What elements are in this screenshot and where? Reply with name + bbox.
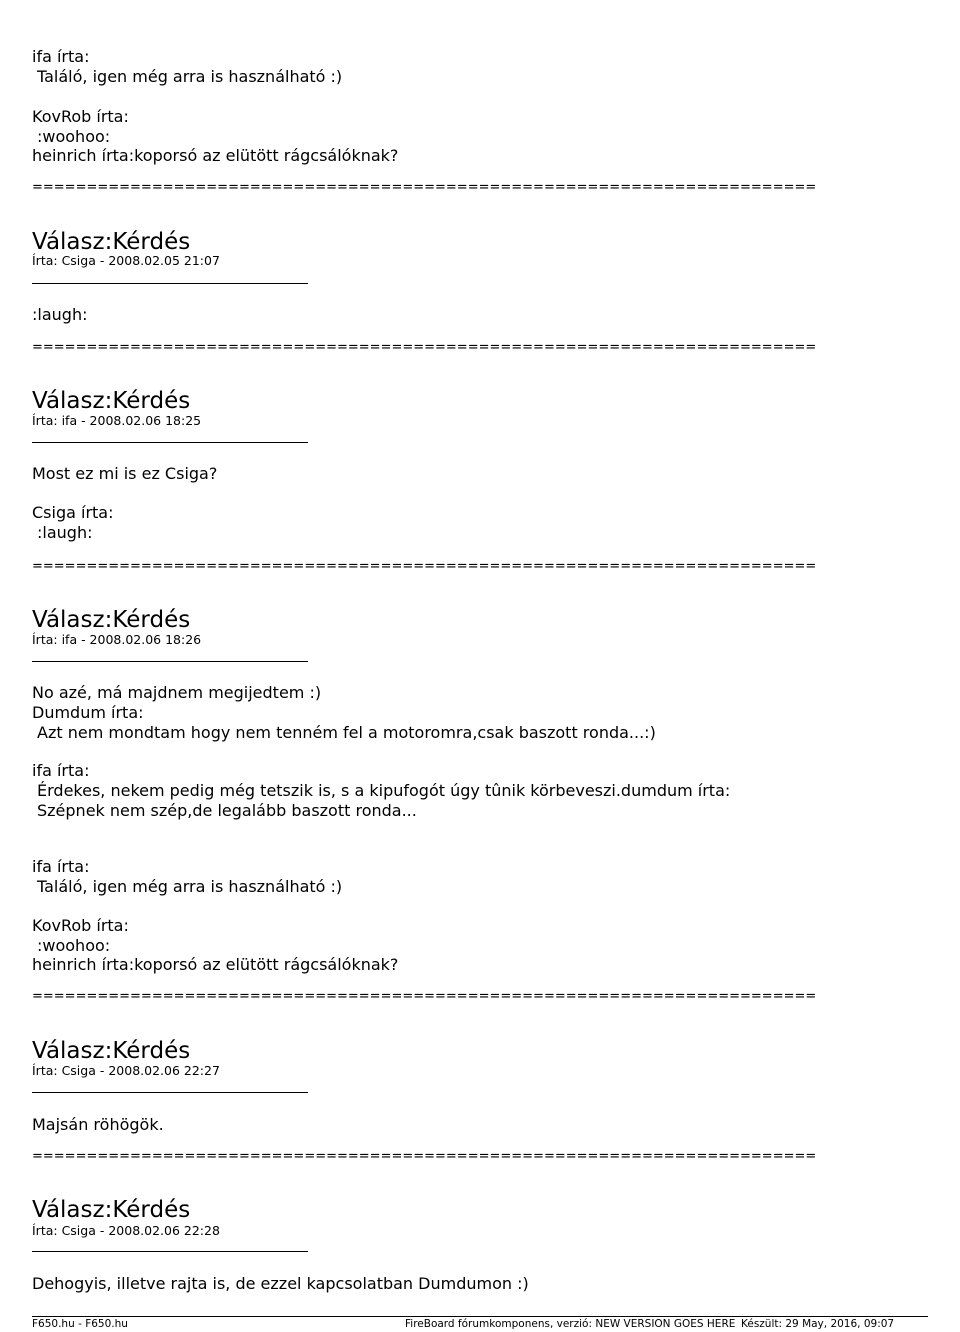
post-meta: Írta: Csiga - 2008.02.06 22:27 (32, 1063, 220, 1078)
quote-text: Azt nem mondtam hogy nem tenném fel a motoromra,csak baszott ronda...:) (37, 723, 656, 742)
post-divider (32, 1251, 308, 1252)
quote-author: Csiga írta: (32, 503, 114, 522)
post-separator: ======================================================================== (32, 1149, 817, 1164)
post-divider (32, 442, 308, 443)
quote-author: ifa írta: (32, 47, 90, 66)
post-separator: ======================================================================== (32, 180, 817, 195)
quote-text: Érdekes, nekem pedig még tetszik is, s a kipufogót úgy tûnik körbeveszi.dumdum írta: (37, 781, 731, 800)
post-separator: ======================================================================== (32, 340, 817, 355)
post-text: Dehogyis, illetve rajta is, de ezzel kapcsolatban Dumdumon :) (32, 1274, 529, 1293)
quote-text: :woohoo: (37, 936, 111, 955)
post-text: heinrich írta:koporsó az elütött rágcsálóknak? (32, 146, 399, 165)
page-footer (0, 1316, 960, 1332)
post-title: Válasz:Kérdés (32, 229, 191, 255)
post-text: Most ez mi is ez Csiga? (32, 464, 218, 483)
quote-text: Találó, igen még arra is használható :) (37, 877, 343, 896)
post-separator: ======================================================================== (32, 559, 817, 574)
post-meta: Írta: ifa - 2008.02.06 18:25 (32, 413, 202, 428)
quote-author: Dumdum írta: (32, 703, 144, 722)
footer-component: FireBoard fórumkomponens, verzió: NEW VERSION GOES HERE (405, 1318, 736, 1330)
footer-site: F650.hu - F650.hu (32, 1318, 128, 1330)
post-text: heinrich írta:koporsó az elütött rágcsálóknak? (32, 955, 399, 974)
quote-text: Találó, igen még arra is használható :) (37, 67, 343, 86)
quote-author: ifa írta: (32, 857, 90, 876)
quote-text: :woohoo: (37, 127, 111, 146)
post-meta: Írta: Csiga - 2008.02.06 22:28 (32, 1223, 220, 1238)
post-divider (32, 661, 308, 662)
quote-text: :laugh: (37, 523, 93, 542)
quote-author: KovRob írta: (32, 916, 129, 935)
quote-author: ifa írta: (32, 761, 90, 780)
post-title: Válasz:Kérdés (32, 1197, 191, 1223)
post-meta: Írta: Csiga - 2008.02.05 21:07 (32, 253, 220, 268)
post-title: Válasz:Kérdés (32, 388, 191, 414)
post-text: Majsán röhögök. (32, 1115, 164, 1134)
post-meta: Írta: ifa - 2008.02.06 18:26 (32, 632, 202, 647)
quote-author: KovRob írta: (32, 107, 129, 126)
post-separator: ======================================================================== (32, 989, 817, 1004)
footer-rule (32, 1316, 928, 1317)
post-text: No azé, má majdnem megijedtem :) (32, 683, 322, 702)
post-divider (32, 1092, 308, 1093)
post-text: :laugh: (32, 305, 88, 324)
quote-text: Szépnek nem szép,de legalább baszott ronda... (37, 801, 417, 820)
post-title: Válasz:Kérdés (32, 607, 191, 633)
post-divider (32, 283, 308, 284)
footer-created: Készült: 29 May, 2016, 09:07 (741, 1318, 895, 1330)
post-title: Válasz:Kérdés (32, 1038, 191, 1064)
